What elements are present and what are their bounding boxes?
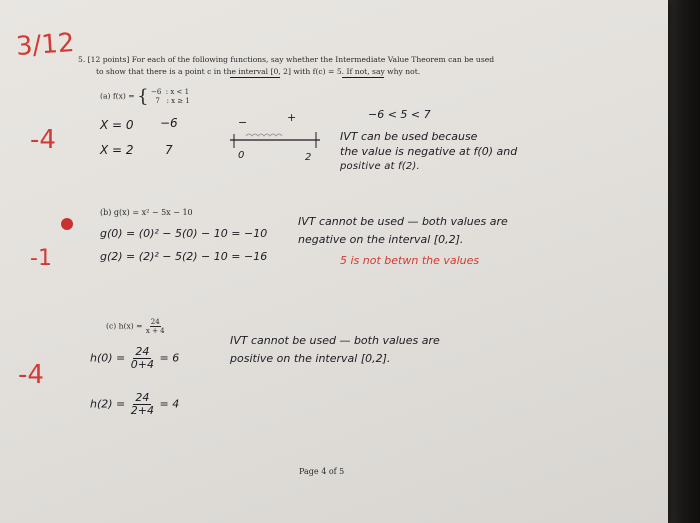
part-a-inequality: −6 < 5 < 7 (368, 108, 431, 121)
case2-condition: : x ≥ 1 (166, 96, 190, 105)
part-c-answer-line1: IVT cannot be used — both values are (230, 334, 440, 347)
numline-minus: − (238, 116, 248, 129)
part-b-definition: (b) g(x) = x² − 5x − 10 (100, 208, 193, 217)
part-c-answer-line2: positive on the interval [0,2]. (230, 352, 391, 365)
underline-fc (342, 77, 384, 78)
numline-plus: + (287, 111, 297, 124)
work-x2: X = 2 (100, 143, 134, 157)
work-x0-value: −6 (160, 116, 178, 130)
part-c-h2 (90, 392, 179, 417)
grader-comment: 5 is not betwn the values (340, 254, 480, 267)
part-a-answer-line3: positive at f(2). (340, 161, 420, 172)
part-b-answer-line1: IVT cannot be used — both values are (298, 215, 508, 228)
part-b-work2: g(2) = (2)² − 5(2) − 10 = −16 (100, 250, 268, 263)
h0-fraction (129, 346, 156, 371)
page-number: Page 4 of 5 (299, 467, 345, 476)
h2-den: 2+4 (130, 404, 154, 417)
part-c-definition (106, 318, 166, 335)
case2-value: 7 (155, 96, 160, 105)
part-b-deduction: -1 (30, 246, 52, 271)
case1-condition: : x < 1 (165, 87, 190, 96)
part-a-answer-line1: IVT can be used because (340, 130, 478, 143)
h0-den: 0+4 (130, 358, 154, 371)
work-x2-value: 7 (165, 143, 173, 157)
h2-lhs: h(2) = (90, 397, 126, 411)
red-ink-blot (61, 218, 73, 230)
part-c-h0 (90, 346, 179, 371)
numline-label-0: 0 (238, 150, 245, 161)
part-b-work1: g(0) = (0)² − 5(0) − 10 = −10 (100, 227, 268, 240)
h0-result: = 6 (159, 351, 180, 365)
brace-icon: { (137, 86, 149, 107)
case1-value: −6 (150, 87, 162, 96)
part-c-deduction: -4 (18, 360, 44, 390)
part-c-frac-den: x + 4 (145, 327, 165, 335)
h0-num: 24 (135, 345, 150, 358)
piecewise-cases (151, 88, 190, 106)
h2-num: 24 (135, 391, 150, 404)
total-score: 3/12 (15, 27, 76, 63)
part-a-label: (a) f(x) = (100, 91, 135, 101)
part-a-definition (100, 86, 190, 107)
part-a-answer-line2: the value is negative at f(0) and (340, 145, 518, 158)
h2-fraction (129, 392, 156, 417)
underline-interval (230, 77, 280, 78)
part-b-answer-line2: negative on the interval [0,2]. (298, 233, 464, 246)
part-c-fraction (145, 318, 166, 335)
work-x0: X = 0 (100, 118, 134, 132)
h0-lhs: h(0) = (90, 351, 126, 365)
problem-header-line2: to show that there is a point c in the interval [0, 2] with f(c) = 5. If not, say why not. (96, 67, 421, 76)
problem-header-line1: 5. [12 points] For each of the following functions, say whether the Intermediate Value Theorem can be used (78, 55, 495, 64)
numline-label-2: 2 (305, 152, 312, 163)
part-a-deduction: -4 (30, 125, 56, 155)
h2-result: = 4 (159, 397, 180, 411)
part-c-label: (c) h(x) = (106, 321, 143, 331)
part-c-frac-num: 24 (150, 318, 160, 326)
